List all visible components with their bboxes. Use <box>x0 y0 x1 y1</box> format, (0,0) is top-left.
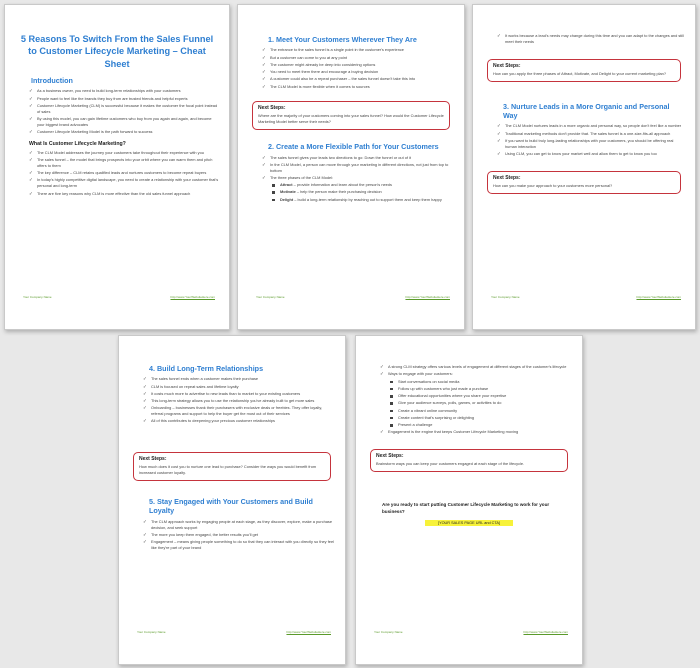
list-item: ✓ There are five key reasons why CLM is more effective than the old sales funnel approach <box>29 191 219 197</box>
list-item: ✓ Engagement is the engine that keeps Customer Lifecycle Marketing moving <box>380 429 572 435</box>
what-is-clm-list <box>5 150 229 197</box>
next-steps-title: Next Steps: <box>493 174 521 181</box>
list-item: ✓ You need to meet them there and encourage a buying decision <box>262 69 454 75</box>
page-5 <box>355 335 583 665</box>
what-is-clm-heading: What Is Customer Lifecycle Marketing? <box>29 140 126 147</box>
footer-company: Your Company Name <box>491 295 520 299</box>
next-steps-title: Next Steps: <box>376 453 404 460</box>
next-steps-text: Brainstorm ways you can keep your customers engaged at each stage of the lifecycle. <box>376 461 525 467</box>
list-item: ✓ A customer could also be a repeat purchaser – the sales funnel doesn't take this into <box>262 76 454 82</box>
next-steps-title: Next Steps: <box>139 456 167 463</box>
next-steps-text: How much does it cost you to nurture one lead to purchase? Consider the ways you would benefit from increased customer loyalty. <box>139 464 317 476</box>
footer-company: Your Company Name <box>374 630 403 634</box>
list-item: ✓ Ways to engage with your customers: <box>380 371 572 377</box>
next-steps-text: How can you make your approach to your customers more personal? <box>493 182 613 188</box>
list-item: ✓ The three phases of the CLM Model: <box>262 175 454 181</box>
next-steps-box <box>370 449 568 472</box>
cta-question: Are you ready to start putting Customer Lifecycle Marketing to work for your business? <box>382 501 550 514</box>
list-item: ✓ The CLM Model nurtures leads in a more organic and personal way, so people don't feel like a number <box>497 123 685 129</box>
list-item: ✓ As a business owner, you need to build long-term relationships with your customers <box>29 88 219 94</box>
continued-list <box>473 33 695 45</box>
next-steps-title: Next Steps: <box>493 62 521 69</box>
page-2 <box>237 4 465 330</box>
engagement-way: Start conversations on social media <box>390 379 572 385</box>
list-item: ✓ Onboarding – businesses thank their purchasers with exclusive deals or freebies. They offer loyalty, referral programs and support to help the buyer get the most out of their services <box>143 405 335 417</box>
list-item: ✓ Customer Lifecycle Marketing Model is the path forward to success <box>29 129 219 135</box>
footer-company: Your Company Name <box>137 630 166 634</box>
list-item: ✓ Using CLM, you can get to know your market well and allow them to get to know you too <box>497 151 685 157</box>
footer-website-link[interactable]: http://www.YourWebsiteHere.com <box>636 295 681 299</box>
footer-website-link[interactable]: http://www.YourWebsiteHere.com <box>523 630 568 634</box>
list-item: ✓ Engagement – means giving people something to do so that they can interact with you directly so they feel like they're part of your brand <box>143 539 335 551</box>
footer-company: Your Company Name <box>256 295 285 299</box>
list-item: ✓ Traditional marketing methods don't provide that. The sales funnel is a one-size-fits-all approach <box>497 131 685 137</box>
page-footer <box>256 291 450 299</box>
section-5-list <box>119 519 345 551</box>
list-item: ✓ People want to feel like the brands they buy from are trusted friends and helpful experts <box>29 96 219 102</box>
footer-website-link[interactable]: http://www.YourWebsiteHere.com <box>286 630 331 634</box>
list-item: ✓ In the CLM Model, a person can move through your marketing in different directions, not just from top to bottom <box>262 162 454 174</box>
next-steps-text: Where are the majority of your customers coming into your sales funnel? How would the Customer Lifecycle Marketing Model better serve their needs? <box>258 113 444 125</box>
intro-list <box>5 88 229 135</box>
section-5-heading: 5. Stay Engaged with Your Customers and Build Loyalty <box>149 497 313 516</box>
list-item: ✓ In today's highly competitive digital landscape, you need to create a relationship with your customer that's personal and long-term <box>29 177 219 189</box>
list-item: ✓ The more you keep them engaged, the better results you'll get <box>143 532 335 538</box>
continued-list <box>356 364 582 435</box>
list-item: ✓ If you want to build truly long-lasting relationships with your customers, you should be offering real human interaction <box>497 138 685 150</box>
list-item: ✓ The CLM Model addresses the journey your customers take throughout their experience with you <box>29 150 219 156</box>
next-steps-box <box>133 452 331 481</box>
section-1-heading: 1. Meet Your Customers Wherever They Are <box>268 35 417 44</box>
list-item: ✓ By using this model, you can gain lifetime customers who buy from you again and again, and become your biggest brand advocates <box>29 116 219 128</box>
list-item: ✓ This long-term strategy allows you to use the relationship you've already built to get more sales <box>143 398 335 404</box>
footer-company: Your Company Name <box>23 295 52 299</box>
list-item: ✓ CLM is focused on repeat sales and lifetime loyalty <box>143 384 335 390</box>
intro-heading: Introduction <box>31 76 73 86</box>
section-3-heading: 3. Nurture Leads in a More Organic and Personal Way <box>503 101 670 120</box>
page-1 <box>4 4 230 330</box>
list-item: ✓ It works because a lead's needs may change during this time and you can adapt to the changes and still meet their needs <box>497 33 685 45</box>
page-footer <box>491 291 681 299</box>
cheat-sheet-title: 5 Reasons To Switch From the Sales Funnel to Customer Lifecycle Marketing – Cheat Sheet <box>20 34 214 69</box>
section-2-list <box>238 155 464 203</box>
section-4-list <box>119 376 345 424</box>
page-footer <box>23 291 215 299</box>
list-item: ✓ The CLM Model is more flexible when it comes to sources <box>262 84 454 90</box>
next-steps-box <box>252 101 450 130</box>
list-item: ✓ The key difference – CLM retains qualified leads and nurtures customers to become repeat buyers <box>29 170 219 176</box>
cta-link[interactable]: [YOUR SALES PAGE URL and CTA] <box>425 520 513 526</box>
footer-website-link[interactable]: http://www.YourWebsiteHere.com <box>170 295 215 299</box>
section-2-heading: 2. Create a More Flexible Path for Your Customers <box>268 142 439 152</box>
list-item: ✓ The sales funnel ends when a customer makes their purchase <box>143 376 335 382</box>
list-item: ✓ It costs much more to advertise to new leads than to market to your existing customers <box>143 391 335 397</box>
next-steps-title: Next Steps: <box>258 105 286 112</box>
section-3-list <box>473 123 695 156</box>
section-1-list <box>238 47 464 89</box>
next-steps-box <box>487 59 681 82</box>
list-item: ✓ The sales funnel – the model that brings prospects into your orbit where you can warm them and pitch offers to them <box>29 157 219 169</box>
list-item: ✓ But a customer can come to you at any point <box>262 55 454 61</box>
list-item: ✓ Customer Lifecycle Marketing (CLM) is successful because it makes the customer the focal point instead of sales <box>29 103 219 115</box>
next-steps-box <box>487 171 681 194</box>
engagement-way: Give your audience surveys, polls, games, or activities to do <box>390 400 572 406</box>
list-item: ✓ All of this contributes to deepening your precious customer relationships <box>143 418 335 424</box>
footer-website-link[interactable]: http://www.YourWebsiteHere.com <box>405 295 450 299</box>
page-4 <box>118 335 346 665</box>
page-footer <box>137 626 331 634</box>
engagement-way: Create a vibrant online community <box>390 408 572 414</box>
engagement-way: Offer educational opportunities where you share your expertise <box>390 393 572 399</box>
list-item: ✓ The CLM approach works by engaging people at each stage, as they discover, explore, make a purchase decision, and seek support <box>143 519 335 531</box>
list-item: ✓ The entrance to the sales funnel is a single point in the customer's experience <box>262 47 454 53</box>
phase-item: Attract – provide information and learn about the person's needs <box>272 182 454 188</box>
section-4-heading: 4. Build Long-Term Relationships <box>149 364 264 373</box>
phase-item: Motivate – help the person make their purchasing decision <box>272 189 454 195</box>
page-footer <box>374 626 568 634</box>
list-item: ✓ The sales funnel gives your leads two directions to go: Down the funnel or out of it <box>262 155 454 161</box>
phase-item: Delight – build a long-term relationship by reaching out to support them and keep them happy <box>272 197 454 203</box>
engagement-way: Follow up with customers who just made a purchase <box>390 386 572 392</box>
next-steps-text: How can you apply the three phases of Attract, Motivate, and Delight to your current marketing plan? <box>493 70 667 76</box>
list-item: ✓ A strong CLM strategy offers various levels of engagement at different stages of the customer's lifecycle <box>380 364 572 370</box>
engagement-way: Present a challenge <box>390 422 572 428</box>
engagement-way: Create content that's surprising or delighting <box>390 415 572 421</box>
page-3 <box>472 4 696 330</box>
list-item: ✓ The customer might already be deep into considering options <box>262 62 454 68</box>
